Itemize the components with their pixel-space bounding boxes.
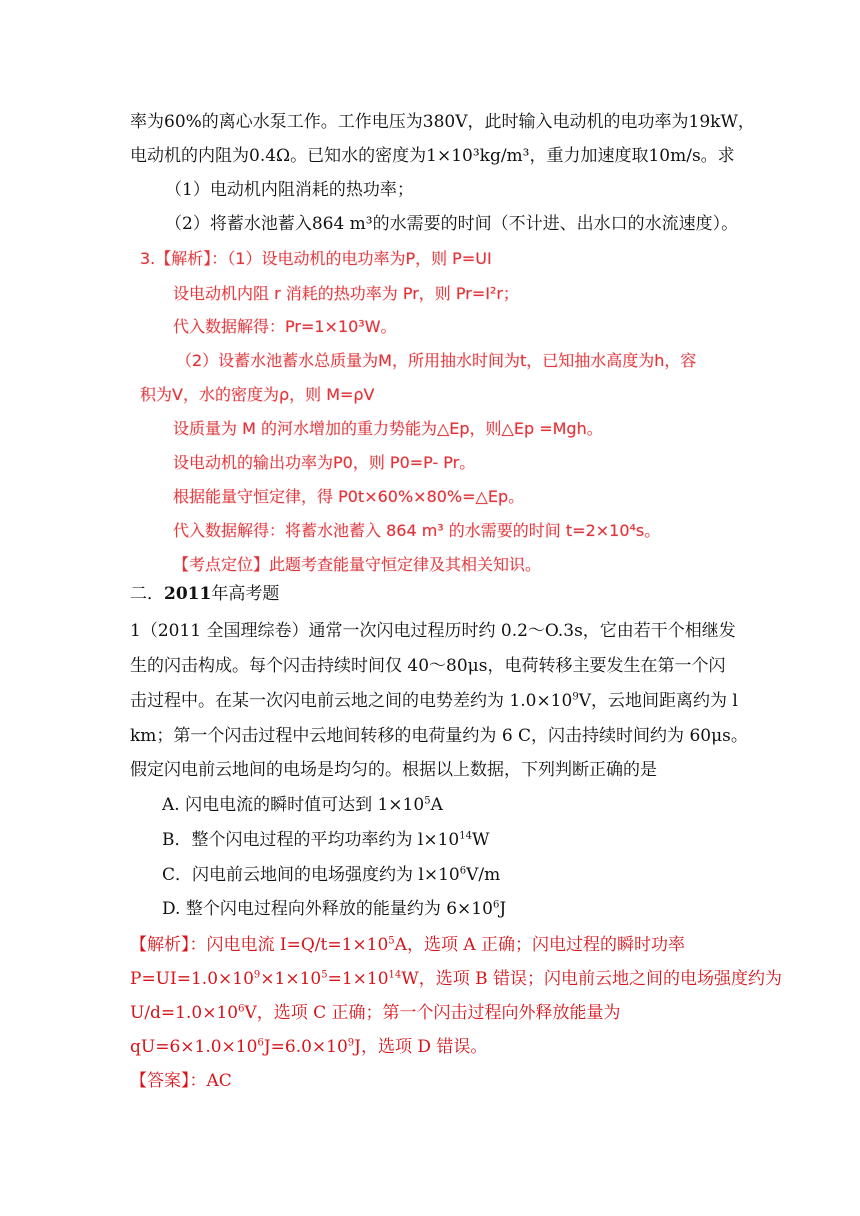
- analysis-tag: 【解析】：: [130, 935, 207, 955]
- exponent: 6: [459, 865, 467, 877]
- solution3-line-8: 根据能量守恒定律，得 P0t×60%×80%=△Ep。: [173, 487, 525, 506]
- exponent: 6: [238, 1003, 245, 1015]
- solution1-text: qU=6×1.0×10: [130, 1037, 258, 1057]
- solution3-line-7: 设电动机的输出功率为P0，则 P0=P- Pr。: [173, 453, 476, 472]
- solution1-text: 闪电电流 I=Q/t=1×10: [206, 935, 389, 955]
- problem1-line-5: 假定闪电前云地间的电场是均匀的。根据以上数据，下列判断正确的是: [130, 760, 657, 780]
- solution1-text: V，选项 C 正确；第一个闪击过程向外释放能量为: [244, 1003, 621, 1023]
- option-d-unit: J: [499, 899, 507, 919]
- solution1-text: ×1×10: [260, 969, 322, 989]
- solution3-line-6: 设质量为 M 的河水增加的重力势能为△Ep，则△Ep =Mgh。: [173, 419, 603, 438]
- solution1-line-4: [130, 1034, 487, 1060]
- problem3-question-1: （1）电动机内阻消耗的热功率；: [165, 180, 414, 200]
- solution1-text: J，选项 D 错误。: [354, 1037, 488, 1057]
- solution3-line-3: 代入数据解得：Pr=1×10³W。: [173, 317, 397, 336]
- exponent: 6: [492, 899, 500, 911]
- exponent: 9: [347, 1037, 355, 1049]
- exponent: 14: [388, 969, 402, 981]
- exponent: 9: [253, 969, 261, 981]
- option-d-text: D. 整个闪电过程向外释放的能量约为 6×10: [162, 899, 493, 919]
- option-a-unit: A: [430, 795, 443, 815]
- solution3-line-1: 3.【解析】：（1）设电动机的电功率为P，则 P=UI: [140, 249, 492, 268]
- option-c: [162, 862, 500, 888]
- solution1-text: A，选项 A 正确；闪电过程的瞬时功率: [394, 935, 686, 955]
- problem1-line-2: 生的闪击构成。每个闪击持续时间仅 40～80μs，电荷转移主要发生在第一个闪: [130, 656, 726, 676]
- option-c-unit: V/m: [466, 865, 501, 885]
- option-b: [162, 827, 489, 853]
- option-a: [162, 792, 443, 818]
- problem1-line-3-text: 击过程中。在某一次闪电前云地之间的电势差约为 1.0×10: [130, 691, 573, 711]
- problem3-question-2: （2）将蓄水池蓄入864 m³的水需要的时间（不计进、出水口的水流速度）。: [165, 214, 739, 234]
- answer-tag: 【答案】：: [130, 1071, 207, 1091]
- option-b-text: B．整个闪电过程的平均功率约为 l×10: [162, 830, 460, 850]
- section-year: 2011: [164, 584, 212, 604]
- solution1-line-2: [130, 966, 782, 992]
- solution1-text: J=6.0×10: [263, 1037, 348, 1057]
- solution1-text: W，选项 B 错误；闪电前云地之间的电场强度约为: [401, 969, 783, 989]
- option-d: [162, 896, 506, 922]
- option-c-text: C．闪电前云地间的电场强度约为 l×10: [162, 865, 460, 885]
- exponent: 5: [388, 935, 395, 947]
- solution1-line-1: [130, 932, 685, 958]
- solution3-line-9: 代入数据解得：将蓄水池蓄入 864 m³ 的水需要的时间 t=2×10⁴s。: [173, 521, 661, 540]
- section-heading: [130, 581, 279, 607]
- solution3-line-4: （2）设蓄水池蓄水总质量为M，所用抽水时间为t，已知抽水高度为h，容: [176, 351, 697, 370]
- solution3-line-2: 设电动机内阻 r 消耗的热功率为 Pr，则 Pr=I²r；: [173, 284, 519, 303]
- solution1-line-3: [130, 1000, 621, 1026]
- section-suffix: 年高考题: [211, 584, 280, 604]
- section-prefix: 二．: [130, 584, 164, 604]
- option-a-text: A. 闪电电流的瞬时值可达到 1×10: [162, 795, 425, 815]
- problem1-line-1: 1（2011 全国理综卷）通常一次闪电过程历时约 0.2～O.3s，它由若干个相继发: [130, 621, 736, 641]
- solution3-line-10: 【考点定位】此题考查能量守恒定律及其相关知识。: [173, 555, 542, 574]
- exponent: 5: [424, 795, 431, 807]
- answer-value: AC: [206, 1071, 232, 1091]
- solution3-line-5: 积为V，水的密度为ρ，则 M=ρV: [140, 385, 375, 404]
- exponent: 5: [321, 969, 328, 981]
- solution1-text: U/d=1.0×10: [130, 1003, 239, 1023]
- exponent: 14: [459, 830, 472, 842]
- problem1-line-3: [130, 688, 738, 714]
- exponent: 6: [257, 1037, 264, 1049]
- problem1-line-4: km；第一个闪击过程中云地间转移的电荷量约为 6 C，闪击持续时间约为 60μs。: [130, 726, 748, 746]
- exponent: 9: [572, 691, 579, 703]
- solution1-text: P=UI=1.0×10: [130, 969, 254, 989]
- option-b-unit: W: [471, 830, 490, 850]
- problem3-line-2: 电动机的内阻为0.4Ω。已知水的密度为1×10³kg/m³，重力加速度取10m/s。求: [130, 146, 735, 166]
- answer-line: [130, 1068, 232, 1094]
- problem1-line-3-tail: V，云地间距离约为 l: [578, 691, 738, 711]
- solution1-text: =1×10: [327, 969, 389, 989]
- problem3-line-1: 率为60%的离心水泵工作。工作电压为380V，此时输入电动机的电功率为19kW，: [130, 112, 755, 132]
